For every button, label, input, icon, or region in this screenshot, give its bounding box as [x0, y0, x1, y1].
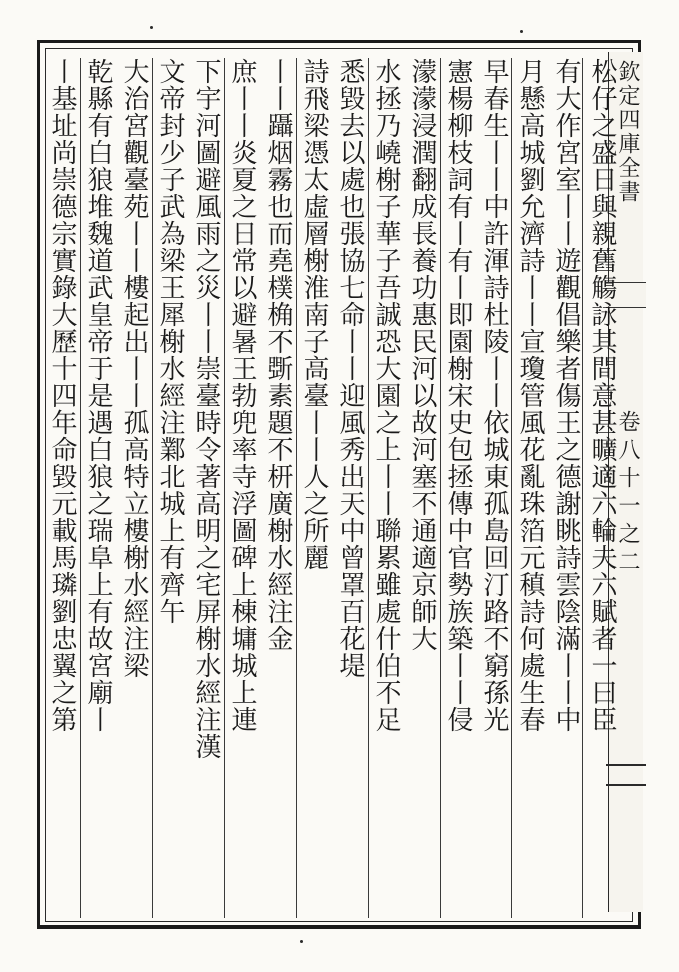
column-rule: [224, 58, 225, 918]
bottom-border: [37, 925, 641, 929]
ink-speck: [520, 30, 523, 33]
column-rule: [296, 58, 297, 918]
text-column: 月懸高城劉允濟詩丨丨宣瓊管風花亂珠箔元稹詩何處生春: [515, 58, 545, 733]
text-column: 悉毀去以處也張協七命丨丨迎風秀出天中曾罩百花堤: [335, 58, 365, 679]
volume-label: 卷八十一之二: [615, 410, 640, 578]
text-column: 大治宮觀臺苑丨丨樓起出丨丨孤高特立樓榭水經注梁: [119, 58, 149, 679]
column-rule: [511, 58, 512, 918]
text-column: 庶丨丨炎夏之日常以避暑王勃兜率寺浮圖碑上棟墉城上連: [227, 58, 257, 733]
text-columns: [47, 58, 620, 918]
column-rule: [152, 58, 153, 918]
text-column: 文帝封少子武為梁王犀榭水經注鄴北城上有齊午: [155, 58, 185, 625]
text-column: 丨丨躡烟霧也而堯樸桷不斲素題不枅廣榭水經注金: [263, 58, 293, 652]
column-rule: [440, 58, 441, 918]
text-column: 乾縣有白狼堆魏道武皇帝于是遇白狼之瑞阜上有故宮廟丨: [83, 58, 113, 733]
column-rule: [80, 58, 81, 918]
text-column: 早春生丨丨中許渾詩杜陵丨丨依城東孤島回汀路不窮孫光: [479, 58, 509, 733]
text-column: 下宇河圖避風雨之災丨丨崇臺時令著高明之宅屏榭水經注漢: [191, 58, 221, 760]
text-column: 濛濛浸潤翻成長養功惠民河以故河塞不通適京師大: [407, 58, 437, 652]
text-column: 詩飛梁憑太虛層榭淮南子高臺丨丨人之所麗: [299, 58, 329, 571]
text-column: 水拯乃嶢榭子華子吾誠恐大園之上丨丨聯累雖處什伯不足: [371, 58, 401, 733]
book-title: 欽定四庫全書: [615, 60, 640, 204]
column-rule: [582, 58, 583, 918]
ink-speck: [150, 26, 153, 29]
text-column: 丨基址尚崇德宗實錄大歷十四年命毀元載馬璘劉忠翼之第: [47, 58, 77, 733]
text-column: 松仔之盛日與親舊觴詠其間意甚曠適六輪夫六賦者一曰臣: [587, 58, 617, 733]
text-column: 有大作宮室丨丨遊觀倡樂者傷王之德謝眺詩雲陰滿丨丨中: [551, 58, 581, 733]
text-column: 憲楊柳枝詞有丨有丨即園榭宋史包拯傳中官勢族築丨丨侵: [443, 58, 473, 733]
column-rule: [368, 58, 369, 918]
ink-speck: [300, 940, 303, 943]
